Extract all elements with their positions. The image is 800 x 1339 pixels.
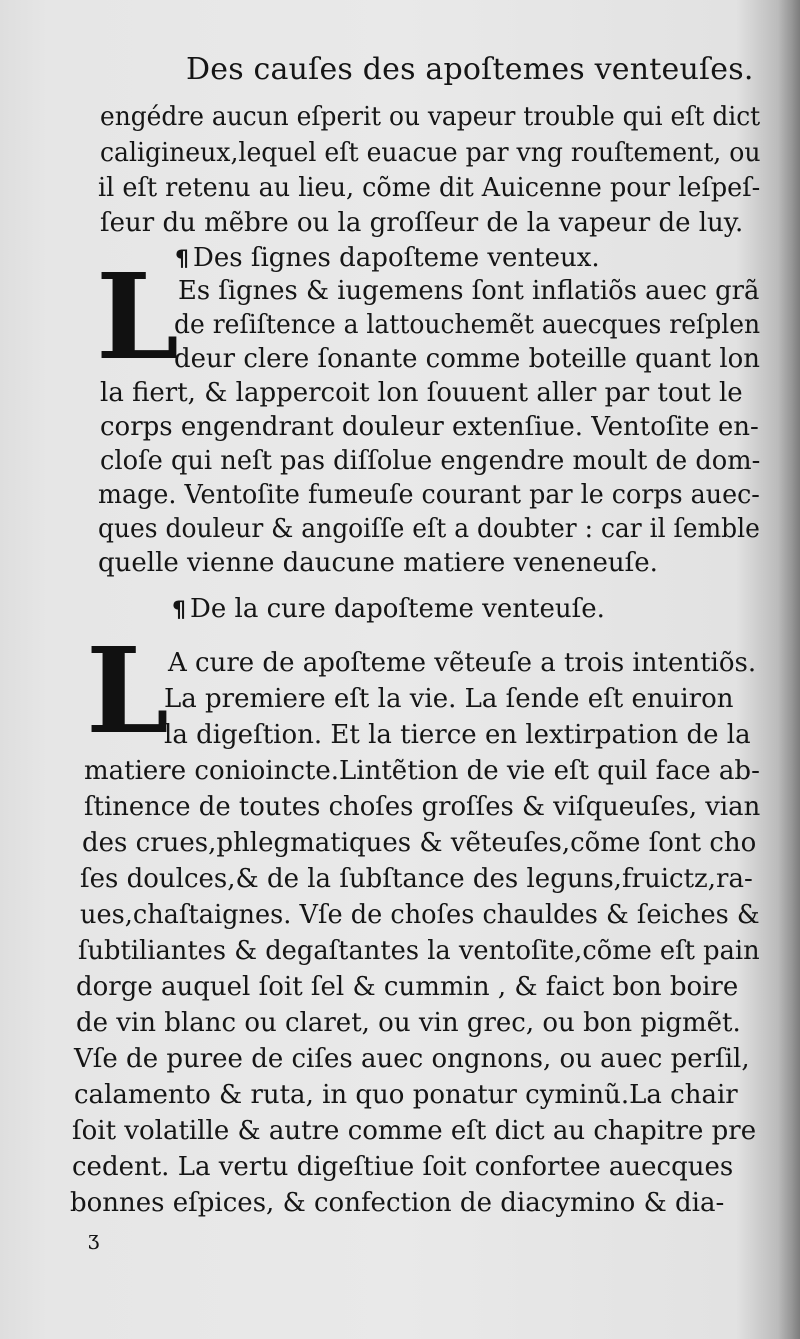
text-line: ſtinence de toutes choſes groſſes & viſqueuſes, vian bbox=[84, 792, 761, 822]
text-line: La premiere eſt la vie. La ſende eſt enuiron bbox=[164, 684, 734, 714]
text-line: il eſt retenu au lieu, cõme dit Auicenne pour leſpeſ- bbox=[98, 173, 761, 203]
text-line: engédre aucun eſperit ou vapeur trouble qui eſt dict bbox=[100, 102, 761, 132]
section-heading-text: De la cure dapoſteme venteuſe. bbox=[190, 594, 605, 624]
drop-cap-initial: L bbox=[86, 621, 169, 760]
text-line: calamento & ruta, in quo ponatur cyminũ.La chair bbox=[74, 1080, 738, 1110]
text-line: la digeſtion. Et la tierce en lextirpation de la bbox=[164, 720, 751, 750]
section-heading-signes bbox=[175, 245, 600, 271]
running-head: Des cauſes des apoſtemes venteuſes. bbox=[186, 52, 754, 87]
text-line: ſes doulces,& de la ſubſtance des leguns,fruictz,ra- bbox=[80, 864, 753, 894]
pilcrow-icon: ¶ bbox=[172, 598, 186, 623]
text-line: Es ſignes & iugemens ſont inflatiõs auec grã bbox=[178, 276, 760, 306]
text-line: deur clere ſonante comme boteille quant lon bbox=[174, 344, 760, 374]
text-line: mage. Ventoſite fumeuſe courant par le corps auec- bbox=[98, 480, 760, 510]
text-line: ques douleur & angoiſſe eſt a doubter : car il ſemble bbox=[98, 514, 760, 544]
text-line: cedent. La vertu digeſtiue ſoit confortee auecques bbox=[72, 1152, 734, 1182]
signature-mark: ʒ bbox=[88, 1226, 100, 1250]
section-heading-text: Des ſignes dapoſteme venteux. bbox=[193, 243, 600, 273]
text-line: ſubtiliantes & degaſtantes la ventoſite,cõme eſt pain bbox=[78, 936, 760, 966]
text-line: corps engendrant douleur extenſiue. Ventoſite en- bbox=[100, 412, 759, 442]
text-line: A cure de apoſteme vẽteuſe a trois intentiõs. bbox=[168, 648, 757, 678]
text-line: cloſe qui neſt pas diſſolue engendre moult de dom- bbox=[100, 446, 761, 476]
text-line: ſeur du mẽbre ou la groſſeur de la vapeur de luy. bbox=[100, 208, 744, 238]
page-edge-shadow bbox=[778, 0, 800, 1339]
pilcrow-icon: ¶ bbox=[175, 247, 189, 272]
text-line: dorge auquel ſoit ſel & cummin , & faict bon boire bbox=[76, 972, 739, 1002]
text-line: de reſiſtence a lattouchemẽt auecques reſplen bbox=[174, 310, 761, 340]
text-line: caligineux,lequel eſt euacue par vng rouſtement, ou bbox=[100, 138, 761, 168]
text-line: de vin blanc ou claret, ou vin grec, ou bon pigmẽt. bbox=[76, 1008, 741, 1038]
text-line: la fiert, & lappercoit lon ſouuent aller par tout le bbox=[100, 378, 743, 408]
text-line: ues,chaſtaignes. Vſe de choſes chauldes & ſeiches & bbox=[80, 900, 760, 930]
text-line: quelle vienne daucune matiere veneneuſe. bbox=[98, 548, 658, 578]
text-line: bonnes eſpices, & confection de diacymino & dia- bbox=[70, 1188, 725, 1218]
text-line: ſoit volatille & autre comme eſt dict au chapitre pre bbox=[72, 1116, 757, 1146]
text-line: matiere conioincte.Lintẽtion de vie eſt quil face ab- bbox=[84, 756, 760, 786]
text-line: Vſe de puree de ciſes auec ongnons, ou auec perſil, bbox=[74, 1044, 750, 1074]
section-heading-cure bbox=[172, 596, 605, 622]
text-line: des crues,phlegmatiques & vẽteuſes,cõme ſont cho bbox=[82, 828, 757, 858]
drop-cap-initial: L bbox=[96, 247, 179, 386]
